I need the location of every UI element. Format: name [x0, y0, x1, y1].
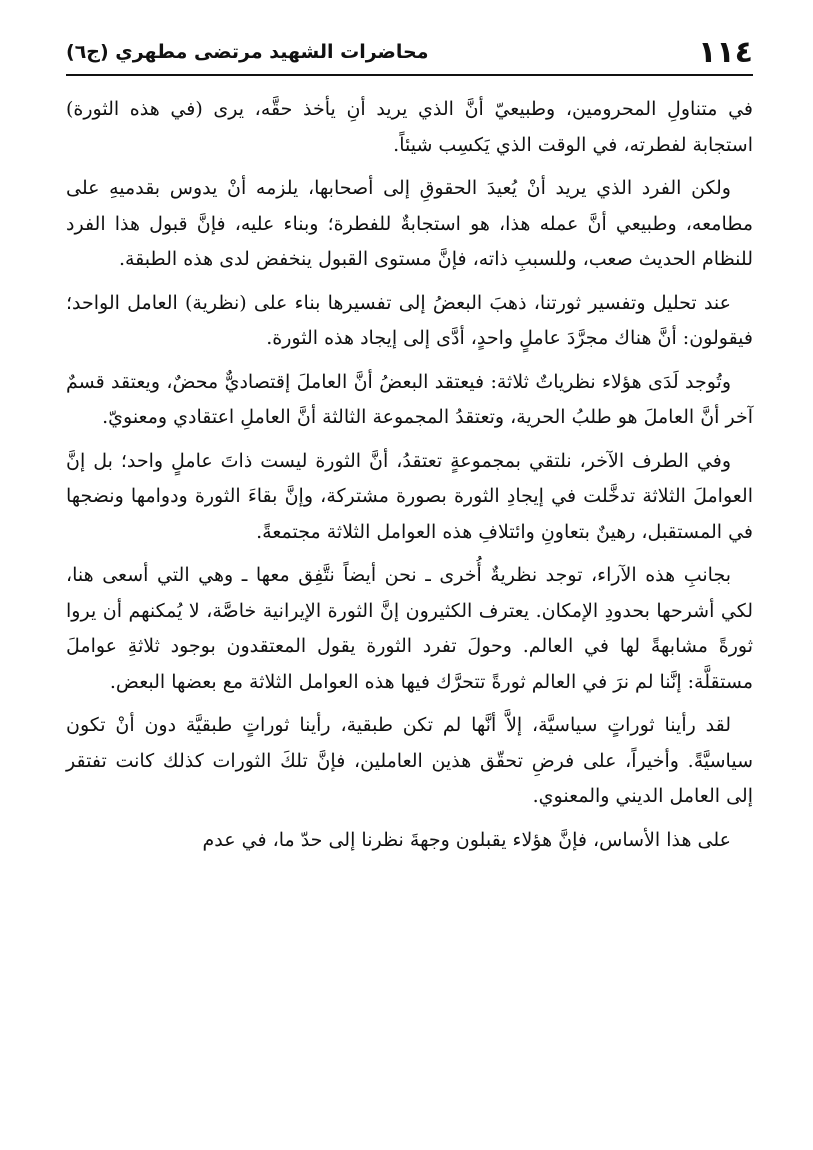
page-number: ١١٤ — [698, 34, 753, 70]
paragraph-2: ولكن الفرد الذي يريد أنْ يُعيدَ الحقوقِ إلى أصحابها، يلزمه أنْ يدوس بقدميهِ على مطامعه، وطبيعي أنَّ عمله هذا، هو استجابةٌ للفطرة؛ وبناء عليه، فإنَّ قبول هذا الفرد للنظام الحديث صعب، وللسببِ ذاته، فإنَّ مستوى القبول ينخفض لدى هذه الطبقة. — [66, 177, 753, 270]
paragraph-4: وتُوجد لَدَى هؤلاء نظرياتٌ ثلاثة: فيعتقد البعضُ أنَّ العاملَ إقتصاديٌّ محضٌ، ويعتقد قسمٌ آخر أنَّ العاملَ هو طلبُ الحرية، وتعتقدُ المجموعة الثالثة أنَّ العاملِ اعتقادي ومعنويّ. — [66, 370, 753, 428]
paragraph-8: على هذا الأساس، فإنَّ هؤلاء يقبلون وجهةَ نظرنا إلى حدّ ما، في عدم — [202, 828, 731, 851]
page-header — [66, 30, 753, 76]
running-title: محاضرات الشهيد مرتضى مطهري (ج٦) — [66, 41, 429, 63]
paragraph-6: بجانبِ هذه الآراء، توجد نظريةٌ أُخرى ـ نحن أيضاً نتَّفِق معها ـ وهي التي أسعى هنا، لكي أشرحها بحدودِ الإمكان. يعترف الكثيرون إنَّ الثورة الإيرانية خاصَّة، لا يُمكنهم أن يروا ثورةً مشابهةً لها في العالم. وحولَ تفرد الثورة يقول المعتقدون بوجود ثلاثةِ عواملَ مستقلَّة: إنَّنا لم نرَ في العالم ثورةً تتحرَّك فيها هذه العوامل الثلاثة مع بعضها البعض. — [66, 564, 753, 693]
paragraph-7: لقد رأينا ثوراتٍ سياسيَّة، إلاَّ أنَّها لم تكن طبقية، رأينا ثوراتٍ طبقيَّة دون أنْ تكون سياسيَّةً. وأخيراً، على فرضِ تحقّق هذين العاملين، فإنَّ تلكَ الثورات كذلك كانت تفتقر إلى العامل الديني والمعنوي. — [66, 714, 753, 807]
paragraph-5: وفي الطرف الآخر، نلتقي بمجموعةٍ تعتقدُ، أنَّ الثورة ليست ذاتَ عاملٍ واحد؛ بل إنَّ العواملَ الثلاثة تدخَّلت في إيجادِ الثورة بصورة مشتركة، وإنَّ بقاءَ الثورة ودوامها ونضجها في المستقبل، رهينٌ بتعاونِ وائتلافِ هذه العوامل الثلاثة مجتمعةً. — [66, 449, 753, 543]
body-text — [66, 92, 753, 866]
paragraph-3: عند تحليل وتفسير ثورتنا، ذهبَ البعضُ إلى تفسيرها بناء على (نظرية) العامل الواحد؛ فيقولون: أنَّ هناك مجرَّدَ عاملٍ واحدٍ، أدَّى إلى إيجاد هذه الثورة. — [66, 291, 753, 349]
paragraph-1: في متناولِ المحرومين، وطبيعيّ أنَّ الذي يريد أنِ يأخذ حقَّه، يرى (في هذه الثورة) استجابة لفطرته، في الوقت الذي يَكسِب شيئاً. — [66, 98, 753, 156]
